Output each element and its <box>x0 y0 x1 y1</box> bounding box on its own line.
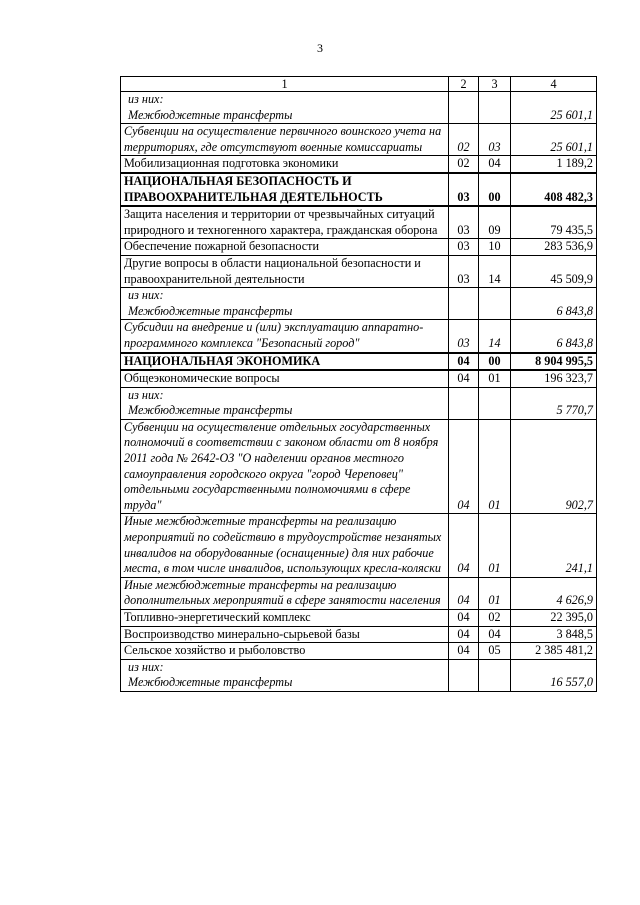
row-subsection-code: 14 <box>479 320 511 353</box>
row-section-code: 04 <box>449 610 479 627</box>
row-subsection-code: 03 <box>479 124 511 156</box>
row-name-item: Межбюджетные трансферты <box>128 107 293 122</box>
row-subsection-code: 05 <box>479 643 511 660</box>
row-name-item: Межбюджетные трансферты <box>128 303 293 318</box>
row-amount: 45 509,9 <box>511 255 597 287</box>
row-section-code: 04 <box>449 419 479 514</box>
row-section-code: 04 <box>449 514 479 577</box>
row-amount: 1 189,2 <box>511 156 597 173</box>
row-subsection-code: 01 <box>479 514 511 577</box>
row-amount: 79 435,5 <box>511 206 597 239</box>
table-row <box>121 659 597 691</box>
row-amount: 2 385 481,2 <box>511 643 597 660</box>
row-subsection-code <box>479 387 511 419</box>
row-name: Воспроизводство минерально-сырьевой базы <box>121 626 449 643</box>
row-section-code: 04 <box>449 370 479 387</box>
row-name: Субсидии на внедрение и (или) эксплуатацию аппаратно-программного комплекса "Безопасный город" <box>121 320 449 353</box>
row-amount: 6 843,8 <box>511 320 597 353</box>
row-subsection-code: 09 <box>479 206 511 239</box>
table-row <box>121 239 597 256</box>
row-subsection-code: 04 <box>479 156 511 173</box>
table-row <box>121 643 597 660</box>
row-name-item: Межбюджетные трансферты <box>128 675 293 690</box>
row-name <box>121 92 449 124</box>
row-amount: 25 601,1 <box>511 124 597 156</box>
row-amount: 16 557,0 <box>511 659 597 691</box>
header-col-4: 4 <box>511 77 597 92</box>
row-subsection-code: 01 <box>479 577 511 609</box>
table-header-row <box>121 77 597 92</box>
row-section-code: 04 <box>449 643 479 660</box>
row-subsection-code: 01 <box>479 370 511 387</box>
table-row <box>121 353 597 371</box>
table-row <box>121 577 597 609</box>
row-section-code: 04 <box>449 577 479 609</box>
table-row <box>121 419 597 514</box>
row-section-code <box>449 387 479 419</box>
header-col-1: 1 <box>121 77 449 92</box>
row-amount: 3 848,5 <box>511 626 597 643</box>
row-name <box>121 387 449 419</box>
row-amount: 5 770,7 <box>511 387 597 419</box>
row-amount: 22 395,0 <box>511 610 597 627</box>
table-row <box>121 92 597 124</box>
table-row <box>121 387 597 419</box>
row-name: Мобилизационная подготовка экономики <box>121 156 449 173</box>
row-section-code: 02 <box>449 156 479 173</box>
row-amount: 283 536,9 <box>511 239 597 256</box>
row-section-code: 03 <box>449 320 479 353</box>
row-name: НАЦИОНАЛЬНАЯ БЕЗОПАСНОСТЬ И ПРАВООХРАНИТЕЛЬНАЯ ДЕЯТЕЛЬНОСТЬ <box>121 173 449 206</box>
row-name: Обеспечение пожарной безопасности <box>121 239 449 256</box>
table-row <box>121 370 597 387</box>
header-col-3: 3 <box>479 77 511 92</box>
row-section-code: 03 <box>449 173 479 206</box>
row-name: Защита населения и территории от чрезвычайных ситуаций природного и техногенного характера, гражданская оборона <box>121 206 449 239</box>
row-section-code: 03 <box>449 206 479 239</box>
row-name <box>121 659 449 691</box>
row-name-intro: из них: <box>128 659 164 674</box>
row-name: Субвенции на осуществление отдельных государственных полномочий в соответствии с законом области от 8 ноября 2011 года № 2642-ОЗ "О наделении органов местного самоуправления городского округа "город Череповец" отдельными государственными полномочиями в сфере труда" <box>121 419 449 514</box>
table-row <box>121 626 597 643</box>
row-amount: 241,1 <box>511 514 597 577</box>
row-name: НАЦИОНАЛЬНАЯ ЭКОНОМИКА <box>121 353 449 371</box>
row-subsection-code: 10 <box>479 239 511 256</box>
row-name: Иные межбюджетные трансферты на реализацию дополнительных мероприятий в сфере занятости населения <box>121 577 449 609</box>
row-section-code: 02 <box>449 124 479 156</box>
row-name-intro: из них: <box>128 288 164 303</box>
row-section-code: 03 <box>449 239 479 256</box>
row-name: Другие вопросы в области национальной безопасности и правоохранительной деятельности <box>121 255 449 287</box>
row-subsection-code: 02 <box>479 610 511 627</box>
row-amount: 408 482,3 <box>511 173 597 206</box>
row-name: Общеэкономические вопросы <box>121 370 449 387</box>
table-row <box>121 320 597 353</box>
row-section-code: 04 <box>449 353 479 371</box>
row-section-code: 03 <box>449 255 479 287</box>
table-row <box>121 124 597 156</box>
row-subsection-code <box>479 288 511 320</box>
row-amount: 6 843,8 <box>511 288 597 320</box>
row-subsection-code: 04 <box>479 626 511 643</box>
row-name: Топливно-энергетический комплекс <box>121 610 449 627</box>
row-subsection-code: 01 <box>479 419 511 514</box>
row-section-code: 04 <box>449 626 479 643</box>
page-number: 3 <box>317 41 323 55</box>
header-col-2: 2 <box>449 77 479 92</box>
row-name: Иные межбюджетные трансферты на реализацию мероприятий по содействию в трудоустройстве незанятых инвалидов на оборудованные (оснащенные) для них рабочие места, в том числе инвалидов, использующих кресла-коляски <box>121 514 449 577</box>
table-row <box>121 156 597 173</box>
budget-table <box>120 76 597 692</box>
row-subsection-code: 00 <box>479 173 511 206</box>
row-subsection-code: 14 <box>479 255 511 287</box>
row-amount: 902,7 <box>511 419 597 514</box>
row-subsection-code <box>479 92 511 124</box>
row-name <box>121 288 449 320</box>
table-row <box>121 610 597 627</box>
row-name-intro: из них: <box>128 387 164 402</box>
row-subsection-code: 00 <box>479 353 511 371</box>
table-row <box>121 514 597 577</box>
row-amount: 4 626,9 <box>511 577 597 609</box>
row-subsection-code <box>479 659 511 691</box>
row-name: Субвенции на осуществление первичного воинского учета на территориях, где отсутствуют военные комиссариаты <box>121 124 449 156</box>
table-row <box>121 255 597 287</box>
row-name: Сельское хозяйство и рыболовство <box>121 643 449 660</box>
table-row <box>121 288 597 320</box>
table-row <box>121 173 597 206</box>
row-name-item: Межбюджетные трансферты <box>128 403 293 418</box>
row-amount: 25 601,1 <box>511 92 597 124</box>
row-section-code <box>449 659 479 691</box>
row-section-code <box>449 288 479 320</box>
row-amount: 196 323,7 <box>511 370 597 387</box>
row-section-code <box>449 92 479 124</box>
table-row <box>121 206 597 239</box>
row-amount: 8 904 995,5 <box>511 353 597 371</box>
row-name-intro: из них: <box>128 92 164 106</box>
